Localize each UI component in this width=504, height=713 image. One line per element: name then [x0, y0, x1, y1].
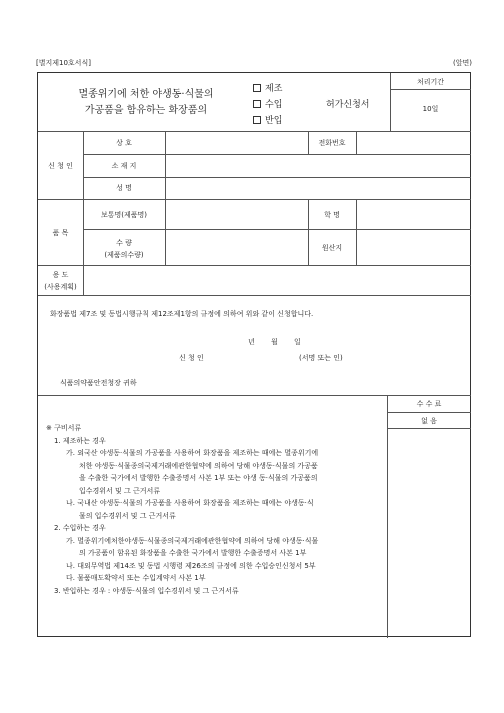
usage-label: 용 도	[52, 271, 69, 279]
option-import[interactable]	[253, 97, 282, 113]
usage-sublabel: (사용계획)	[44, 283, 77, 291]
address-label: 소 재 지	[111, 162, 137, 170]
applicant-label: 신 청 인	[48, 162, 73, 170]
option-label: 제조	[265, 84, 283, 94]
signature-sign-label: (서명 또는 인)	[299, 354, 343, 362]
application-statement: 화장품법 제7조 및 동법시행규칙 제12조제1항의 규정에 의하여 위와 같이 신청합니다.	[50, 310, 314, 318]
doc-line: 1. 제조하는 경우	[54, 436, 106, 445]
doc-line: 나. 대외무역법 제14조 및 동법 시행령 제26조의 규정에 의한 수입승인신청서 5부	[66, 561, 316, 570]
option-manufacture[interactable]	[253, 81, 282, 97]
scientific-name-label: 학 명	[324, 211, 340, 219]
application-name: 허가신청서	[326, 100, 370, 110]
form-title-line1: 멸종위기에 처한 야생동·식물의	[78, 89, 214, 100]
doc-line: 나. 국내산 야생동·식물의 가공품을 사용하여 화장품을 제조하는 때에는 야생동·식	[66, 499, 314, 507]
signature-applicant-label: 신 청 인	[179, 354, 204, 362]
quantity-sublabel: (제품의수량)	[104, 251, 144, 259]
option-label: 수입	[265, 100, 283, 110]
origin-label: 원산지	[321, 244, 343, 252]
checkbox-manufacture[interactable]	[253, 84, 261, 92]
checkbox-bring-in[interactable]	[253, 116, 261, 124]
product-label: 품 목	[52, 229, 69, 237]
business-name-label: 상 호	[116, 139, 132, 147]
form-title-line2: 가공품을 함유하는 화장품의	[84, 105, 208, 116]
date-month: 월	[271, 338, 278, 346]
fee-label: 수 수 료	[416, 400, 442, 408]
application-type-options	[253, 81, 282, 129]
application-date	[248, 337, 301, 347]
doc-line: 2. 수입하는 경우	[54, 524, 106, 532]
signature-line	[179, 353, 343, 363]
quantity-label: 수 량	[116, 239, 132, 247]
form-title	[46, 87, 246, 119]
name-label: 성 명	[116, 184, 132, 192]
page-side: (앞면)	[453, 59, 472, 67]
date-year: 년	[248, 338, 255, 346]
doc-line: 가. 멸종위기에처한야생동·식물종의국제거래에관한협약에 의하여 당해 야생동·식물	[66, 536, 319, 545]
checkbox-import[interactable]	[253, 100, 261, 108]
doc-line: 다. 물품매도확약서 또는 수입계약서 사본 1부	[66, 574, 206, 582]
doc-line: 입수경위서 및 그 근거서류	[79, 486, 161, 495]
required-documents	[46, 422, 391, 597]
doc-line: 처한 야생동·식물종의국제거래에관한협약에 의하여 당해 야생동·식물의 가공품	[79, 461, 318, 470]
option-label: 반입	[265, 116, 283, 126]
doc-line: 3. 반입하는 경우 : 야생동·식물의 입수경위서 및 그 근거서류	[54, 586, 239, 595]
doc-line: 물의 입수경위서 및 그 근거서류	[79, 511, 176, 520]
fee-value: 없 음	[421, 417, 437, 425]
option-bring-in[interactable]	[253, 113, 282, 129]
processing-period-value: 10일	[422, 105, 439, 113]
form-number: [별지제10호서식]	[36, 59, 91, 67]
date-day: 일	[294, 338, 301, 346]
application-form	[37, 72, 471, 637]
phone-label: 전화번호	[318, 139, 346, 147]
common-name-label: 보통명(제품명)	[100, 211, 148, 219]
documents-heading: ※ 구비서류	[46, 424, 82, 432]
addressee: 식품의약품안전청장 귀하	[60, 379, 137, 387]
processing-period-label: 처리기간	[416, 78, 445, 86]
doc-line: 을 수출한 국가에서 발행한 수출증명서 사본 1부 또는 야생 동·식물의 가공품의	[79, 474, 318, 482]
doc-line: 의 가공품이 함유된 화장품을 수출한 국가에서 발행한 수출증명서 사본 1부	[79, 549, 307, 557]
doc-line: 가. 외국산 야생동·식물의 가공품을 사용하여 화장품을 제조하는 때에는 멸종위기에	[66, 449, 319, 457]
